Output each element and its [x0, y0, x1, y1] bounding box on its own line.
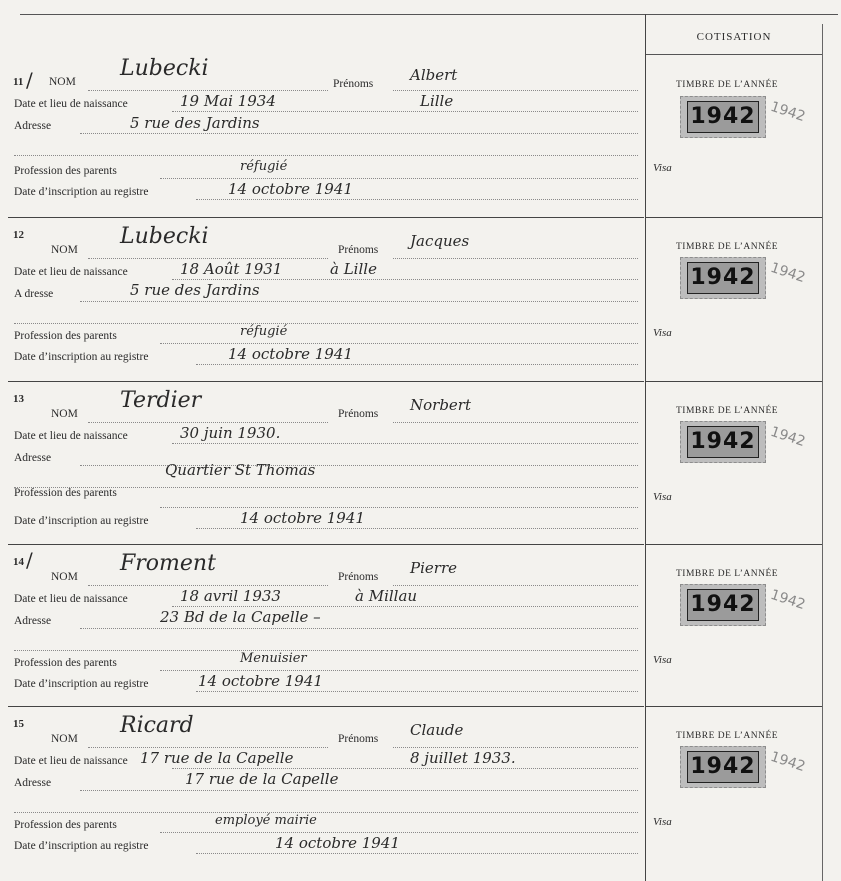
- naissance-lieu-value: à Lille: [330, 260, 377, 278]
- naissance-value: 19 Mai 1934: [180, 92, 276, 110]
- naissance-value: 17 rue de la Capelle: [140, 749, 294, 767]
- nom-line: [88, 258, 328, 259]
- stamp-year: 1942: [687, 751, 759, 783]
- inscription-label: Date d’inscription au registre: [14, 186, 149, 198]
- naissance-value: 18 Août 1931: [180, 260, 283, 278]
- visa-label: Visa: [653, 816, 672, 828]
- prenoms-value: Norbert: [410, 396, 472, 414]
- naissance-label: Date et lieu de naissance: [14, 593, 128, 605]
- prenoms-value: Claude: [410, 721, 464, 739]
- naissance-value: 18 avril 1933: [180, 587, 281, 605]
- nom-value: Ricard: [120, 713, 194, 738]
- inscription-label: Date d’inscription au registre: [14, 840, 149, 852]
- inscription-value: 14 octobre 1941: [275, 834, 400, 852]
- adresse-value: Quartier St Thomas: [165, 461, 316, 479]
- entry-separator: [8, 381, 644, 382]
- adresse-label: Adresse: [14, 777, 52, 789]
- naissance-label: Date et lieu de naissance: [14, 430, 128, 442]
- entry-separator-right: [646, 706, 822, 707]
- prenoms-value: Pierre: [410, 559, 457, 577]
- naissance-line: [172, 443, 638, 444]
- adresse-line: [80, 133, 638, 134]
- register-entry: [0, 217, 841, 379]
- naissance-line: [172, 606, 638, 607]
- profession-label: Profession des parents: [14, 819, 117, 831]
- cancellation-mark: 1942: [768, 748, 808, 776]
- naissance-lieu-value: à Millau: [355, 587, 418, 605]
- prenoms-label: Prénoms: [338, 408, 379, 420]
- stamp-year: 1942: [687, 101, 759, 133]
- blank-line: [14, 812, 638, 813]
- profession-label: Profession des parents: [14, 165, 117, 177]
- entry-number: 15: [13, 718, 24, 730]
- timbre-label: TIMBRE DE L’ANNÉE: [676, 731, 779, 741]
- prenoms-label: Prénoms: [338, 244, 379, 256]
- entry-slash: /: [26, 68, 33, 92]
- timbre-label: TIMBRE DE L’ANNÉE: [676, 406, 779, 416]
- prenoms-line: [393, 585, 638, 586]
- cancellation-mark: 1942: [768, 98, 808, 126]
- adresse-line: [80, 628, 638, 629]
- entry-separator: [8, 544, 644, 545]
- fiscal-stamp: [680, 96, 766, 138]
- top-rule: [20, 14, 838, 15]
- nom-value: Terdier: [120, 388, 202, 413]
- profession-value: employé mairie: [215, 813, 317, 828]
- profession-value: réfugié: [240, 324, 288, 339]
- adresse-label: Adresse: [14, 452, 52, 464]
- register-entry: [0, 54, 841, 216]
- nom-label: NOM: [51, 733, 78, 745]
- profession-label: Profession des parents: [14, 487, 117, 499]
- inscription-line: [196, 853, 638, 854]
- naissance-line: [172, 768, 638, 769]
- prenoms-label: Prénoms: [338, 571, 379, 583]
- inscription-value: 14 octobre 1941: [240, 509, 365, 527]
- entry-number: 14: [13, 556, 24, 568]
- nom-value: Lubecki: [120, 224, 209, 249]
- nom-label: NOM: [51, 244, 78, 256]
- inscription-value: 14 octobre 1941: [198, 672, 323, 690]
- naissance-value: 30 juin 1930.: [180, 424, 281, 442]
- prenoms-label: Prénoms: [338, 733, 379, 745]
- nom-line: [88, 747, 328, 748]
- naissance-line: [172, 111, 638, 112]
- visa-label: Visa: [653, 654, 672, 666]
- adresse-value: 23 Bd de la Capelle –: [160, 608, 321, 626]
- naissance-label: Date et lieu de naissance: [14, 266, 128, 278]
- naissance-line: [172, 279, 638, 280]
- prenoms-line: [393, 258, 638, 259]
- nom-label: NOM: [51, 408, 78, 420]
- blank-line: [14, 155, 638, 156]
- profession-label: Profession des parents: [14, 330, 117, 342]
- prenoms-line: [393, 747, 638, 748]
- prenoms-line: [393, 90, 638, 91]
- profession-value: réfugié: [240, 159, 288, 174]
- naissance-lieu-value: 8 juillet 1933.: [410, 749, 516, 767]
- naissance-label: Date et lieu de naissance: [14, 755, 128, 767]
- entry-separator-right: [646, 217, 822, 218]
- entry-separator: [8, 217, 644, 218]
- visa-label: Visa: [653, 162, 672, 174]
- visa-label: Visa: [653, 491, 672, 503]
- entry-slash: /: [26, 548, 33, 572]
- fiscal-stamp: [680, 584, 766, 626]
- nom-line: [88, 90, 328, 91]
- adresse-value: 17 rue de la Capelle: [185, 770, 339, 788]
- prenoms-value: Albert: [410, 66, 458, 84]
- fiscal-stamp: [680, 257, 766, 299]
- entry-separator-right: [646, 381, 822, 382]
- adresse-value: 5 rue des Jardins: [130, 114, 260, 132]
- entry-number: 12: [13, 229, 24, 241]
- fiscal-stamp: [680, 421, 766, 463]
- stamp-year: 1942: [687, 262, 759, 294]
- adresse-label: A dresse: [14, 288, 54, 300]
- cotisation-header: COTISATION: [696, 31, 772, 43]
- adresse-label: Adresse: [14, 615, 52, 627]
- inscription-line: [196, 691, 638, 692]
- inscription-value: 14 octobre 1941: [228, 345, 353, 363]
- register-entry: [0, 544, 841, 706]
- blank-line: [14, 650, 638, 651]
- adresse-line: [80, 301, 638, 302]
- profession-line: [160, 178, 638, 179]
- cancellation-mark: 1942: [768, 423, 808, 451]
- entry-number: 11: [13, 76, 24, 88]
- naissance-lieu-value: Lille: [420, 92, 454, 110]
- inscription-line: [196, 528, 638, 529]
- profession-value: Menuisier: [240, 651, 307, 666]
- profession-line: [160, 507, 638, 508]
- profession-line: [160, 343, 638, 344]
- visa-label: Visa: [653, 327, 672, 339]
- stamp-year: 1942: [687, 589, 759, 621]
- entry-separator: [8, 706, 644, 707]
- prenoms-value: Jacques: [410, 232, 470, 250]
- register-entry: [0, 381, 841, 543]
- nom-line: [88, 422, 328, 423]
- profession-line: [160, 670, 638, 671]
- profession-line: [160, 832, 638, 833]
- adresse-line: [80, 790, 638, 791]
- inscription-line: [196, 364, 638, 365]
- nom-value: Lubecki: [120, 56, 209, 81]
- inscription-label: Date d’inscription au registre: [14, 678, 149, 690]
- timbre-label: TIMBRE DE L’ANNÉE: [676, 569, 779, 579]
- nom-label: NOM: [51, 571, 78, 583]
- cancellation-mark: 1942: [768, 586, 808, 614]
- fiscal-stamp: [680, 746, 766, 788]
- stamp-year: 1942: [687, 426, 759, 458]
- register-entry: [0, 706, 841, 868]
- adresse-value: 5 rue des Jardins: [130, 281, 260, 299]
- inscription-label: Date d’inscription au registre: [14, 515, 149, 527]
- prenoms-line: [393, 422, 638, 423]
- naissance-label: Date et lieu de naissance: [14, 98, 128, 110]
- profession-label: Profession des parents: [14, 657, 117, 669]
- timbre-label: TIMBRE DE L’ANNÉE: [676, 242, 779, 252]
- cancellation-mark: 1942: [768, 259, 808, 287]
- blank-line: [14, 323, 638, 324]
- inscription-label: Date d’inscription au registre: [14, 351, 149, 363]
- adresse-line: [80, 465, 638, 466]
- timbre-label: TIMBRE DE L’ANNÉE: [676, 80, 779, 90]
- inscription-line: [196, 199, 638, 200]
- entry-number: 13: [13, 393, 24, 405]
- nom-value: Froment: [120, 551, 216, 576]
- nom-line: [88, 585, 328, 586]
- adresse-label: Adresse: [14, 120, 52, 132]
- inscription-value: 14 octobre 1941: [228, 180, 353, 198]
- prenoms-label: Prénoms: [333, 78, 374, 90]
- entry-separator-right: [646, 544, 822, 545]
- nom-label: NOM: [49, 76, 76, 88]
